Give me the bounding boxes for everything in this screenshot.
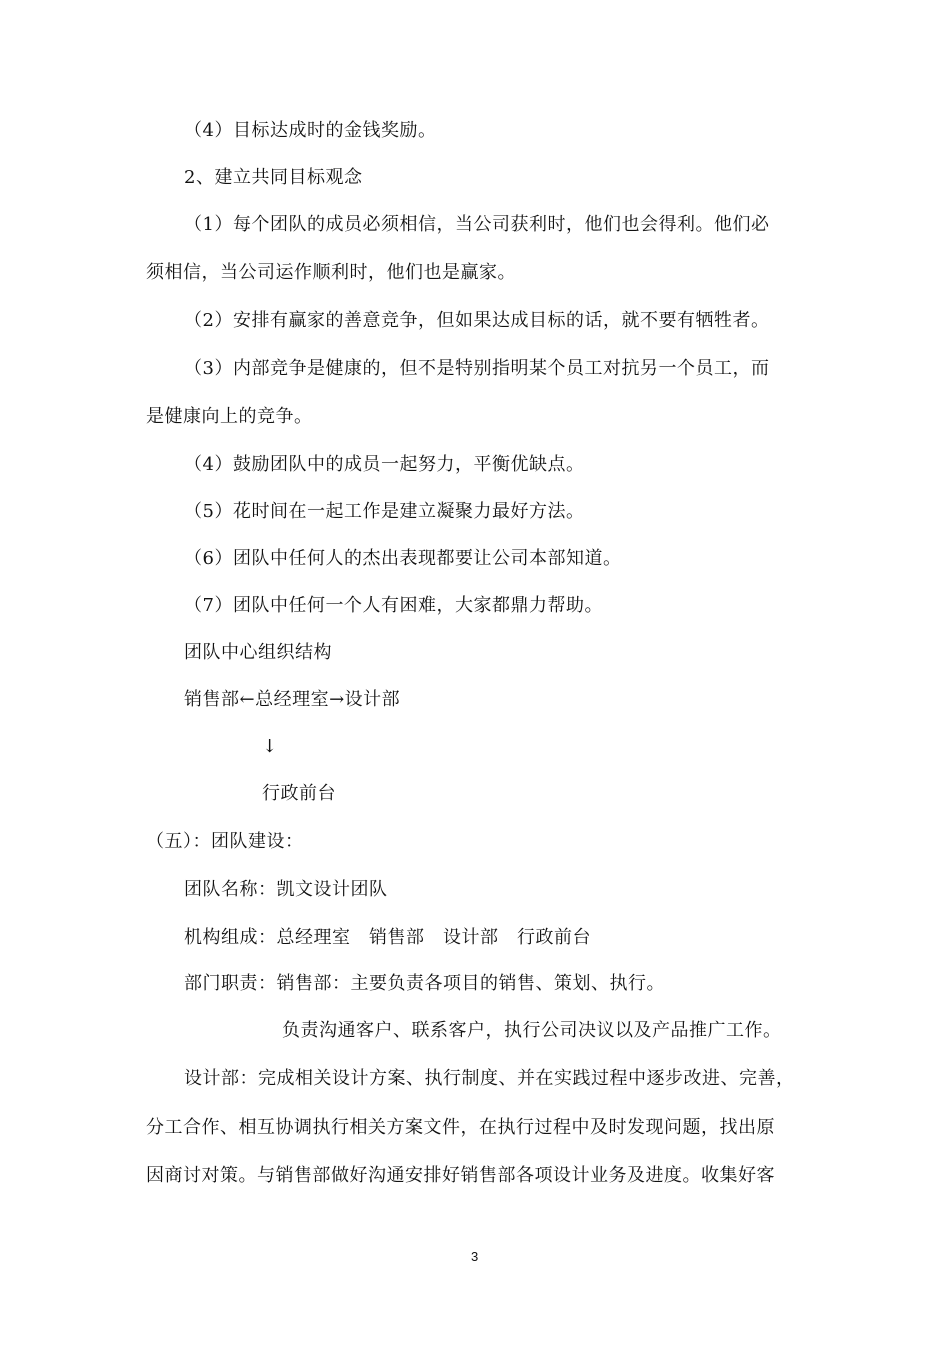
down-arrow-icon: ↓ [262,736,278,757]
page-number: 3 [471,1249,479,1264]
text-line: （7）团队中任何一个人有困难，大家都鼎力帮助。 [184,595,603,616]
text-line: 须相信，当公司运作顺利时，他们也是赢家。 [146,262,516,283]
text-line: 团队名称：凯文设计团队 [184,879,388,900]
org-chart-row: 销售部←总经理室→设计部 [184,689,401,710]
section-heading: （五）：团队建设： [146,831,304,852]
text-line: 分工合作、相互协调执行相关方案文件，在执行过程中及时发现问题，找出原 [146,1117,775,1138]
text-line: 机构组成：总经理室 销售部 设计部 行政前台 [184,927,591,948]
section-heading: 2、建立共同目标观念 [184,167,363,188]
org-chart-node: 行政前台 [262,783,336,804]
text-line: （5）花时间在一起工作是建立凝聚力最好方法。 [184,501,585,522]
text-line: （4）目标达成时的金钱奖励。 [184,120,437,141]
text-line: 负责沟通客户、联系客户，执行公司决议以及产品推广工作。 [282,1020,782,1041]
text-line: （4）鼓励团队中的成员一起努力，平衡优缺点。 [184,454,585,475]
text-line: （3）内部竞争是健康的，但不是特别指明某个员工对抗另一个员工，而 [184,358,770,379]
text-line: 部门职责：销售部：主要负责各项目的销售、策划、执行。 [184,973,665,994]
text-line: 设计部：完成相关设计方案、执行制度、并在实践过程中逐步改进、完善， [184,1068,795,1089]
text-line: （6）团队中任何人的杰出表现都要让公司本部知道。 [184,548,622,569]
org-chart-title: 团队中心组织结构 [184,642,332,663]
text-line: 因商讨对策。与销售部做好沟通安排好销售部各项设计业务及进度。收集好客 [146,1165,775,1186]
text-line: （1）每个团队的成员必须相信，当公司获利时，他们也会得利。他们必 [184,214,770,235]
text-line: （2）安排有赢家的善意竞争，但如果达成目标的话，就不要有牺牲者。 [184,310,770,331]
text-line: 是健康向上的竞争。 [146,406,313,427]
